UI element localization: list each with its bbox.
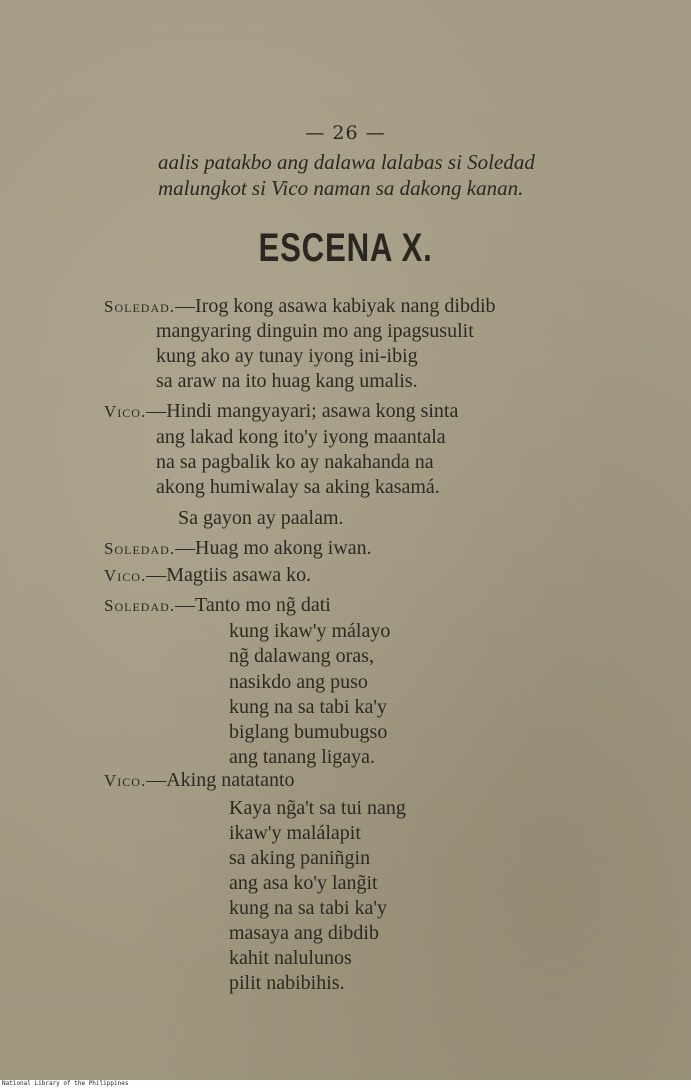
speaker-name: Vico. [104, 402, 147, 421]
footer-credit: National Library of the Philippines [0, 1080, 691, 1088]
stage-direction-line: malungkot si Vico naman sa dakong kanan. [158, 176, 524, 200]
dialogue-line: kung na sa tabi ka'y [229, 897, 388, 919]
dialogue-line [104, 769, 295, 792]
dialogue-line: ang lakad kong ito'y iyong maantala [156, 426, 446, 448]
line-text: —Aking natatanto [146, 769, 295, 791]
dialogue-line: mangyaring dinguin mo ang ipagsusulit [156, 320, 474, 342]
stage-direction-line: aalis patakbo ang dalawa lalabas si Soledad [158, 150, 535, 174]
dialogue-line: pilit nabibihis. [229, 972, 345, 994]
dialogue-line: kung ikaw'y málayo [229, 620, 391, 642]
dialogue-line: ikaw'y malálapit [229, 822, 361, 844]
dialogue-line: Kaya ng̃a't sa tui nang [229, 797, 406, 819]
dialogue-line: ang tanang ligaya. [229, 746, 376, 768]
dialogue-line: kung ako ay tunay iyong ini-ibig [156, 345, 418, 367]
speaker-name: Vico. [104, 771, 147, 790]
dialogue-line: kung na sa tabi ka'y [229, 696, 388, 718]
dialogue-line: sa araw na ito huag kang umalis. [156, 370, 418, 392]
line-text: —Tanto mo ng̃ dati [175, 594, 331, 616]
dialogue-line: na sa pagbalik ko ay nakahanda na [156, 451, 434, 473]
speaker-name: Soledad. [104, 297, 176, 316]
dialogue-line: Sa gayon ay paalam. [178, 507, 344, 529]
dialogue-line [104, 295, 496, 318]
dialogue-line [104, 400, 458, 423]
dialogue-line [104, 537, 372, 560]
dialogue-line: sa aking paniñgin [229, 847, 371, 869]
line-text: —Huag mo akong iwan. [175, 537, 372, 559]
dialogue-line [104, 594, 331, 617]
dialogue-line: akong humiwalay sa aking kasamá. [156, 476, 440, 498]
speaker-name: Soledad. [104, 596, 176, 615]
speaker-name: Vico. [104, 566, 147, 585]
dialogue-line: ng̃ dalawang oras, [229, 645, 374, 667]
dialogue-line: biglang bumubugso [229, 721, 388, 743]
dialogue-line: ang asa ko'y lang̃it [229, 872, 378, 894]
dialogue-line: masaya ang dibdib [229, 922, 379, 944]
dialogue-line: nasikdo ang puso [229, 671, 368, 693]
line-text: —Hindi mangyayari; asawa kong sinta [146, 400, 459, 422]
scene-title: ESCENA X. [258, 226, 433, 270]
line-text: —Irog kong asawa kabiyak nang dibdib [175, 295, 496, 317]
dialogue-line [104, 564, 311, 587]
page-number: — 26 — [305, 122, 386, 144]
speaker-name: Soledad. [104, 539, 176, 558]
dialogue-line: kahit nalulunos [229, 947, 352, 969]
line-text: —Magtiis asawa ko. [146, 564, 312, 586]
